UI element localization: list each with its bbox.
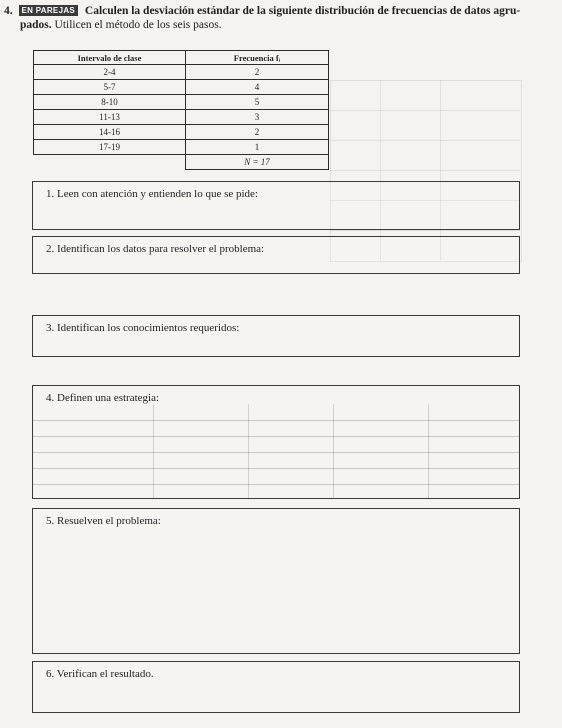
step-5-box[interactable] bbox=[32, 508, 520, 654]
bleed-through-line bbox=[330, 140, 520, 141]
total-count: N = 17 bbox=[186, 155, 329, 170]
frequency-table bbox=[33, 50, 329, 170]
frequency-cell: 3 bbox=[186, 110, 329, 125]
interval-cell: 11-13 bbox=[34, 110, 186, 125]
step-6-box[interactable] bbox=[32, 661, 520, 713]
step-3-box[interactable] bbox=[32, 315, 520, 357]
strategy-grid bbox=[33, 404, 519, 498]
step-3-label: 3. Identifican los conocimientos requeridos: bbox=[46, 322, 240, 334]
bleed-through-line bbox=[380, 80, 381, 260]
table-row bbox=[34, 110, 329, 125]
problem-text-line2: pados. bbox=[20, 19, 52, 31]
bleed-through-line bbox=[330, 110, 520, 111]
problem-instruction: Utilicen el método de los seis pasos. bbox=[54, 19, 222, 31]
interval-cell: 14-16 bbox=[34, 125, 186, 140]
bleed-through-line bbox=[330, 170, 520, 171]
table-header-row bbox=[34, 51, 329, 65]
interval-cell: 8-10 bbox=[34, 95, 186, 110]
interval-cell: 2-4 bbox=[34, 65, 186, 80]
bleed-through-line bbox=[440, 80, 441, 260]
problem-text-line1: Calculen la desviación estándar de la siguiente distribución de frecuencias de datos agru- bbox=[84, 5, 521, 17]
step-5-label: 5. Resuelven el problema: bbox=[46, 515, 161, 527]
step-1-box[interactable] bbox=[32, 181, 520, 230]
step-6-label: 6. Verifican el resultado. bbox=[46, 668, 154, 680]
table-row bbox=[34, 95, 329, 110]
frequency-cell: 2 bbox=[186, 125, 329, 140]
step-4-label: 4. Definen una estrategia: bbox=[46, 392, 160, 404]
pairs-badge: EN PAREJAS bbox=[19, 5, 79, 16]
table-row bbox=[34, 125, 329, 140]
header-class-interval: Intervalo de clase bbox=[34, 51, 186, 65]
bleed-through-table bbox=[330, 80, 522, 262]
step-4-box[interactable] bbox=[32, 385, 520, 499]
interval-cell: 5-7 bbox=[34, 80, 186, 95]
table-row bbox=[34, 80, 329, 95]
problem-statement bbox=[4, 4, 544, 32]
table-total-row bbox=[34, 155, 329, 170]
frequency-cell: 1 bbox=[186, 140, 329, 155]
interval-cell: 17-19 bbox=[34, 140, 186, 155]
step-1-label: 1. Leen con atención y entienden lo que se pide: bbox=[46, 188, 258, 200]
frequency-cell: 5 bbox=[186, 95, 329, 110]
table-row bbox=[34, 65, 329, 80]
frequency-cell: 2 bbox=[186, 65, 329, 80]
header-frequency: Frecuencia fᵢ bbox=[186, 51, 329, 65]
step-2-box[interactable] bbox=[32, 236, 520, 274]
bleed-through-line bbox=[330, 230, 520, 231]
problem-number: 4. bbox=[4, 5, 13, 17]
frequency-cell: 4 bbox=[186, 80, 329, 95]
step-2-label: 2. Identifican los datos para resolver el problema: bbox=[46, 243, 265, 255]
table-row bbox=[34, 140, 329, 155]
